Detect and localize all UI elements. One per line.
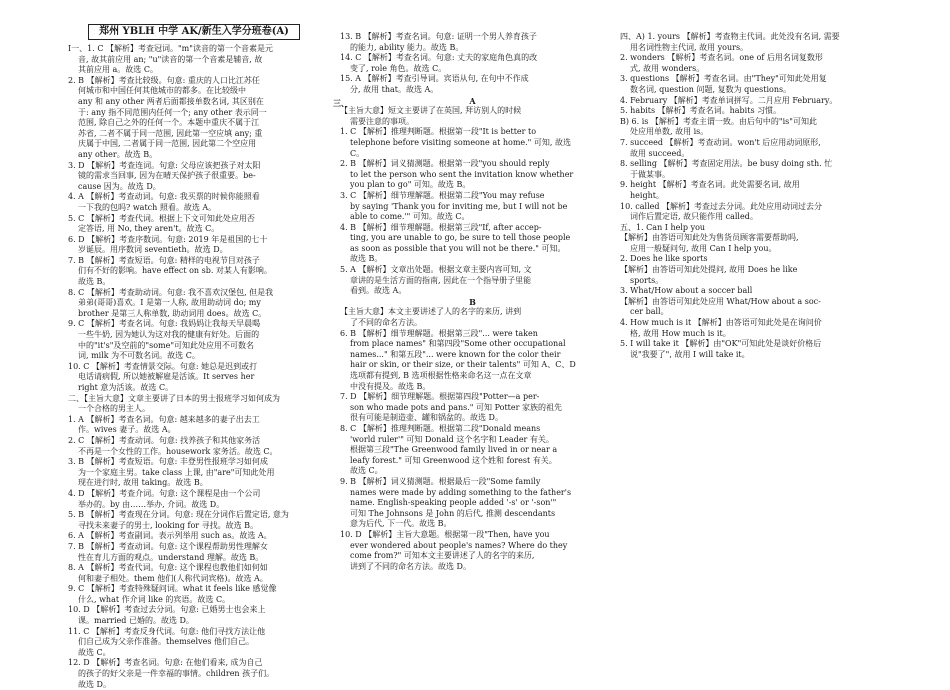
text-line: 5. I will take it 【解析】由"OK"可知此处是谈好价格后	[620, 339, 822, 349]
text-line: 举办的。by 由……举办, 介词。故选 D。	[78, 499, 225, 509]
text-line: 5. habits 【解析】考查名词。habits 习惯。	[620, 106, 782, 116]
text-line: 五、1. Can I help you	[620, 222, 706, 232]
text-line: name. English-speaking people added '-s' or '-son'"	[350, 498, 557, 508]
text-line: 9. C 【解析】考查特殊疑问词。what it feels like 感觉像	[68, 584, 277, 594]
text-line: 10. D 【解析】主旨大意题。根据第一段"Then, have you	[340, 529, 550, 539]
text-line: 1. A 【解析】考查名词。句意: 越来越多的妻子出去工	[68, 414, 260, 424]
text-line: 9. B 【解析】词义猜测题。根据最后一段"Some family	[340, 476, 541, 486]
text-line: 【解析】由答语可知此处应用 What/How about a soc-	[620, 296, 821, 306]
text-line: 8. C 【解析】考查助动词。句意: 我不喜欢汉堡包, 但是我	[68, 287, 274, 297]
text-line: 范围, 除自己之外的任何一个。本题中重庆不属于江	[78, 118, 260, 128]
text-line: 二、【主旨大意】文章主要讲了日本的男士报班学习如何成为	[68, 393, 280, 403]
text-line: 8. C 【解析】推理判断题。根据第二段"Donald means	[340, 423, 541, 433]
text-line: 们有不好的影响。have effect on sb. 对某人有影响。	[78, 266, 272, 276]
text-line: 2. C 【解析】考查动词。句意: 找养孩子和其他家务活	[68, 435, 261, 445]
text-line: 3. questions 【解析】考查名词。由"They"可知此处用复	[620, 74, 827, 84]
text-line: 处应用单数, 故用 is。	[630, 127, 709, 137]
text-line: 14. C 【解析】考查名词。句意: 丈夫的家庭角色真的改	[340, 53, 538, 63]
text-line: sports。	[630, 275, 664, 285]
text-line: 意为后代, 下一代。故选 B。	[350, 519, 452, 529]
text-line: 性在育儿方面的观点。understand 理解。故选 B。	[78, 552, 264, 562]
text-line: 【主旨大意】短文主要讲了在英国, 拜访别人的时候	[340, 106, 522, 116]
text-line: 8. selling 【解析】考查固定用法。be busy doing sth. 忙	[620, 159, 833, 169]
text-line: 10. called 【解析】考查过去分词。此处应用动词过去分	[620, 201, 823, 211]
text-line: 'world ruler'" 可知 Donald 这个名字和 Leader 有关。	[350, 434, 554, 444]
text-line: 5. B 【解析】考查现在分词。句意: 现在分词作后置定语, 意为	[68, 510, 289, 520]
text-line: ever wondered about people's names? Where do they	[350, 540, 568, 550]
text-line: 10. C 【解析】考查情景交际。句意: 她总是迟到或打	[68, 361, 258, 371]
text-line: 9. height 【解析】考查名词。此处需要名词, 故用	[620, 180, 800, 190]
text-line: 7. succeed 【解析】考查动词。won't 后应用动词原形,	[620, 137, 821, 147]
text-line: 电话请病假, 所以她被解雇是活该。It serves her	[78, 372, 255, 382]
text-line: B	[469, 296, 476, 307]
text-line: 4. February 【解析】考查单词拼写。二月应用 February。	[620, 95, 838, 105]
text-line: 中的"it's"及空前的"some"可知此处应用不可数名	[78, 340, 255, 350]
text-line: by saying 'Thank you for inviting me, but I will not be	[350, 201, 568, 211]
text-line: 【解析】由答语可知此处提问, 故用 Does he like	[620, 265, 798, 275]
text-line: 12. D 【解析】考查名词。句意: 在他们看来, 成为自己	[68, 658, 263, 668]
text-line: 2. B 【解析】词义猜测题。根据第一段"you should reply	[340, 159, 550, 169]
text-line: 11. C 【解析】考查反身代词。句意: 他们寻找方法让他	[68, 626, 266, 636]
column-3	[620, 32, 885, 360]
text-line: 了不同的命名方法。	[350, 318, 422, 328]
text-line: 10. D 【解析】考查过去分词。句意: 已婚男士也会来上	[68, 605, 266, 615]
text-line: to let the person who sent the invitation know whether	[350, 169, 574, 179]
text-line: 用名词性物主代词, 故用 yours。	[630, 42, 749, 52]
text-line: 何城市和中国任何其他城市的都多。在比较级中	[78, 86, 246, 96]
text-line: height。	[630, 190, 664, 200]
text-line: 4. B 【解析】细节理解题。根据第三段"If, after accep-	[340, 222, 542, 232]
text-line: 7. B 【解析】考查短语。句意: 精样的电视节目对孩子	[68, 255, 260, 265]
text-line: 故用 succeed。	[630, 148, 690, 158]
text-line: 看到。故选 A。	[350, 286, 407, 296]
text-line: cer ball。	[630, 307, 669, 317]
text-line: 2. Does he like sports	[620, 254, 708, 264]
text-line: 7. B 【解析】考查动词。句意: 这个课程帮助男性理解女	[68, 541, 268, 551]
text-line: 9. C 【解析】考查名词。句意: 我妈妈让我每天早晨喝	[68, 319, 261, 329]
text-line: any 和 any other 两者后面都接单数名词, 其区别在	[78, 96, 264, 106]
text-line: 现在进行时, 故用 taking。故选 B。	[78, 478, 208, 488]
text-line: hair or skin, or their size, or their talents" 可知 A、C、D	[350, 360, 576, 370]
text-line: 岁诞辰。用序数词 seventieth。故选 D。	[78, 245, 228, 255]
text-line: 作。wives 妻子。故选 A。	[78, 425, 176, 435]
text-line: 的孩子的好父亲是一件幸福的事情。children 孩子们。	[78, 669, 275, 679]
text-line: 故选 D。	[78, 679, 111, 689]
text-line: 定答语, 用 No, they aren't。故选 C。	[78, 224, 220, 234]
text-line: 什么, what 作介词 like 的宾语。故选 C。	[78, 594, 231, 604]
text-line: 5. C 【解析】考查代词。根据上下文可知此处应用否	[68, 213, 255, 223]
text-line: 章讲的是生活方面的指南, 因此在一个指导册子里能	[350, 275, 532, 285]
text-line: 【解析】由答语可知此处为售货员顾客需要帮助吗,	[620, 233, 799, 243]
text-line: 故选 C。	[78, 647, 111, 657]
text-line: 弟弟(哥哥)喜欢。I 是第一人称, 故用助动词 do; my	[78, 298, 261, 308]
text-line: 不再是一个女性的工作。housework 家务活。故选 C。	[78, 446, 278, 456]
text-line: as soon as possible that you will not be there." 可知。	[350, 243, 566, 253]
text-line: 格, 故用 How much is it。	[630, 328, 731, 338]
text-line: from place names" 和第四段"Some other occupational	[350, 339, 566, 349]
text-line: 选项都有提到, B 选项根据性格来命名这一点在文章	[350, 371, 532, 380]
text-line: A	[469, 95, 476, 106]
text-line: 2. wonders 【解析】考查名词。one of 后用名词复数形	[620, 53, 823, 63]
text-line: 8. A 【解析】考查代词。句意: 这个课程也教他们如何如	[68, 563, 268, 573]
text-line: 【主旨大意】本文主要讲述了人的名字的来历, 讲到	[340, 307, 522, 317]
text-line: 镜的需求当回事, 因为在晴天保护孩子很重要。be-	[78, 171, 256, 181]
text-line: 苏省, 二者不属于同一范围, 因此第一空应填 any; 重	[78, 128, 263, 138]
text-line: 词作后置定语, 故只能作用 called。	[630, 212, 758, 222]
text-line: 6. B 【解析】细节理解题。根据第三段"... were taken	[340, 328, 538, 338]
text-line: brother 是第三人称单数, 助动词用 does。故选 C。	[78, 308, 267, 318]
column-1	[68, 44, 318, 690]
text-line: cause 因为。故选 D。	[78, 181, 161, 191]
text-line: 6. A 【解析】考查副词。表示列举用 such as。故选 A。	[68, 531, 272, 541]
column-2	[340, 32, 605, 572]
text-line: 分, 故用 that。故选 A。	[350, 84, 439, 94]
text-line: right 意为活该。故选 C。	[78, 383, 174, 392]
text-line: 式, 故用 wonders。	[630, 63, 705, 73]
text-line: C。	[350, 148, 365, 158]
text-line: you plan to go" 可知。故选 B。	[350, 180, 471, 190]
text-line: 一下我的包吗? watch 照看。故选 A。	[78, 202, 217, 212]
text-line: 4. D 【解析】考查介词。句意: 这个课程是由一个公司	[68, 488, 261, 498]
section-three-marker: 三、	[333, 98, 349, 108]
text-line: 3. D 【解析】考查连词。句意: 父母应该把孩子对太阳	[68, 160, 261, 170]
text-line: 2. B 【解析】考查比较级。句意: 重庆的人口比江苏任	[68, 75, 260, 85]
text-line: 7. D 【解析】细节理解题。根据第四段"Potter—a per-	[340, 392, 540, 402]
text-line: 一些牛奶, 因为她认为这对我的健康有好处。后面的	[78, 330, 260, 340]
text-line: 根据第三段"The Greenwood family lived in or near a	[350, 445, 558, 455]
text-line: 四、A) 1. yours 【解析】考查物主代词。此处没有名词, 需要	[620, 32, 840, 41]
text-line: 于做某事。	[630, 169, 670, 179]
text-line: 3. C 【解析】细节理解题。根据第二段"You may refuse	[340, 190, 545, 200]
text-line: 15. A 【解析】考查引导词。宾语从句, 在句中不作成	[340, 74, 529, 84]
text-line: 3. B 【解析】考查短语。句意: 丰登男性报班学习如何成	[68, 457, 268, 467]
text-line: 应用一般疑问句, 故用 Can I help you。	[630, 243, 777, 253]
text-line: come from?" 可知本文主要讲述了人的名字的来历,	[350, 551, 535, 561]
text-line: 中没有提及。故选 B。	[350, 381, 431, 391]
text-line: names..." 和第五段"... were known for the color their	[350, 349, 561, 359]
text-line: son who made pots and pans." 可知 Potter 家族的祖先	[350, 402, 562, 412]
text-line: 5. A 【解析】文章出处题。根据文章主要内容可知, 文	[340, 265, 532, 275]
text-line: 音, 故其前应用 an; "u"读音的第一个音素是辅音, 故	[78, 54, 263, 64]
text-line: 13. B 【解析】考查名词。句意: 证明一个男人养育孩子	[340, 32, 537, 41]
text-line: 为一个家庭主男。take class 上课, 由"are"可知此处用	[78, 467, 275, 477]
text-line: 的能力, ability 能力。故选 B。	[350, 42, 464, 52]
text-line: able to come.'" 可知。故选 C。	[350, 212, 470, 222]
text-line: 可知 The Johnsons 是 John 的后代, 推测 descendants	[350, 508, 556, 518]
text-line: ting, you are unable to go, be sure to tell those people	[350, 233, 571, 243]
text-line: 于: any 指不同范围内任何一个; any other 表示同一	[78, 107, 267, 117]
text-line: 故选 B。	[78, 277, 111, 287]
text-line: 何和妻子相处。them 他们(人称代词宾格)。故选 A。	[78, 573, 268, 583]
text-line: any other。故选 B。	[78, 149, 158, 159]
text-line: B) 6. is 【解析】考查主谓一致。由后句中的"is"可知此	[620, 116, 817, 126]
text-line: 1. C 【解析】推理判断题。根据第一段"It is better to	[340, 127, 537, 137]
text-line: Ⅰ一、1. C 【解析】考查冠词。"m"读音的第一个音素是元	[68, 44, 273, 53]
text-line: 3. What/How about a soccer ball	[620, 286, 753, 296]
text-line: leafy forest." 可知 Greenwood 这个姓和 forest 有关。	[350, 455, 557, 465]
text-line: names were made by adding something to the father's	[350, 487, 572, 497]
text-line: 4. A 【解析】考查动词。句意: 我买票的时候你能照看	[68, 192, 260, 202]
text-line: 6. D 【解析】考查序数词。句意: 2019 年是祖国的七十	[68, 234, 268, 244]
text-line: 故选 C。	[350, 466, 383, 476]
text-line: 庆属于中国, 二者属于同一范围, 因此第二个空应用	[78, 139, 257, 149]
text-line: 词, milk 为不可数名词。故选 C。	[78, 351, 200, 361]
text-line: 寻找未来妻子的男士, looking for 寻找。故选 B。	[78, 520, 259, 530]
text-line: 很有可能是制造壶、罐和锅盆的。故选 D。	[350, 413, 503, 423]
text-line: 变了, role 角色。故选 C。	[350, 63, 447, 73]
text-line: 们自己成为父亲作准备。themselves 他们自己。	[78, 637, 254, 647]
text-line: 其前应用 a。故选 C。	[78, 65, 158, 75]
text-line: 数名词, question 问题, 复数为 questions。	[630, 84, 792, 94]
text-line: 故选 B。	[350, 254, 383, 264]
text-line: 4. How much is it 【解析】由答语可知此处是在询问价	[620, 318, 822, 328]
text-line: 需要注意的事项。	[350, 116, 414, 126]
text-line: telephone before visiting someone at home." 可知, 故选	[350, 137, 571, 147]
text-line: 讲到了不同的命名方法。故选 D。	[350, 561, 471, 571]
text-line: 课。married 已婚的。故选 D。	[78, 616, 194, 626]
text-line: 一个合格的男主人。	[78, 404, 150, 414]
text-line: 说"我要了", 故用 I will take it。	[630, 349, 750, 359]
page-title: 郑州 YBLH 中学 AK/新生入学分班卷(A)	[88, 24, 300, 40]
